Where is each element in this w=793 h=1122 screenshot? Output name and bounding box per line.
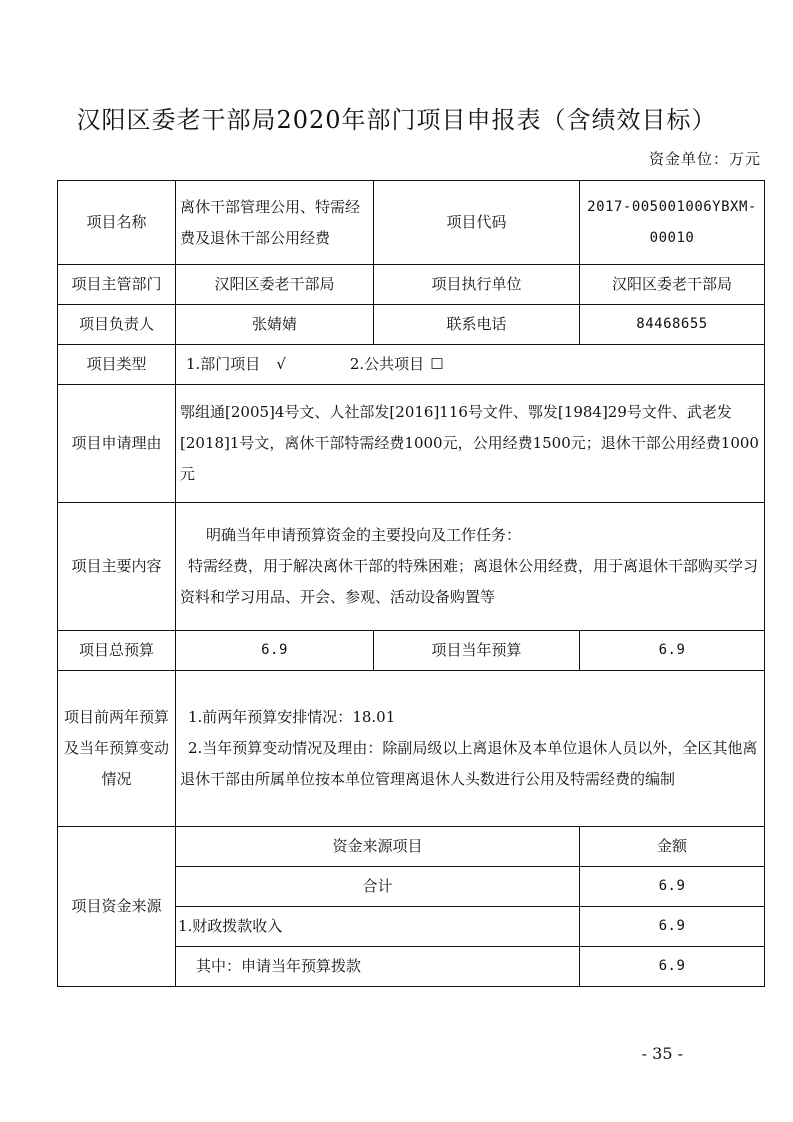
total-budget-value: 6.9 — [176, 631, 374, 671]
responsible-person-label: 项目负责人 — [58, 305, 176, 345]
currency-unit: 资金单位：万元 — [648, 150, 761, 168]
funding-col-source: 资金来源项目 — [176, 827, 580, 867]
row-project-name — [58, 181, 765, 265]
funding-col-amount: 金额 — [580, 827, 765, 867]
project-application-table — [57, 180, 765, 987]
project-type-options — [176, 345, 765, 385]
empty-checkbox-icon: ☐ — [430, 355, 444, 373]
changes-cell — [176, 671, 765, 827]
funding-row-name: 其中：申请当年预算拨款 — [176, 947, 580, 987]
funding-row-name: 1.财政拨款收入 — [176, 907, 580, 947]
page-number: - 35 - — [641, 1044, 683, 1063]
executing-unit-value: 汉阳区委老干部局 — [580, 265, 765, 305]
responsible-person-value: 张婧婧 — [176, 305, 374, 345]
project-name-value: 离休干部管理公用、特需经费及退休干部公用经费 — [176, 181, 374, 265]
funding-label: 项目资金来源 — [58, 827, 176, 987]
page-title: 汉阳区委老干部局2020年部门项目申报表（含绩效目标） — [76, 106, 717, 134]
content-line1: 明确当年申请预算资金的主要投向及工作任务： — [206, 526, 522, 544]
project-type-label: 项目类型 — [58, 345, 176, 385]
row-dept — [58, 265, 765, 305]
row-project-type — [58, 345, 765, 385]
phone-value: 84468655 — [580, 305, 765, 345]
funding-row-amount: 6.9 — [580, 867, 765, 907]
row-reason — [58, 385, 765, 503]
reason-label: 项目申请理由 — [58, 385, 176, 503]
content-line2: 特需经费，用于解决离休干部的特殊困难；离退休公用经费，用于离退休干部购买学习资料和学习用品、开会、参观、活动设备购置等 — [180, 557, 759, 606]
managing-dept-label: 项目主管部门 — [58, 265, 176, 305]
row-budget — [58, 631, 765, 671]
reason-text: 鄂组通[2005]4号文、人社部发[2016]116号文件、鄂发[1984]29号文件、武老发[2018]1号文，离休干部特需经费1000元，公用经费1500元；退休干部公用经费1000元 — [176, 385, 765, 503]
project-name-label: 项目名称 — [58, 181, 176, 265]
project-code-value: 2017-005001006YBXM-00010 — [580, 181, 765, 265]
row-content — [58, 503, 765, 631]
funding-row-amount: 6.9 — [580, 907, 765, 947]
current-budget-value: 6.9 — [580, 631, 765, 671]
project-type-option2: 2.公共项目 — [349, 355, 425, 373]
funding-row-amount: 6.9 — [580, 947, 765, 987]
content-cell — [176, 503, 765, 631]
row-funding-header — [58, 827, 765, 867]
changes-label: 项目前两年预算及当年预算变动情况 — [58, 671, 176, 827]
funding-row-name: 合计 — [176, 867, 580, 907]
row-changes — [58, 671, 765, 827]
content-label: 项目主要内容 — [58, 503, 176, 631]
changes-line2: 2.当年预算变动情况及理由：除副局级以上离退休及本单位退休人员以外，全区其他离退休干部由所属单位按本单位管理离退休人头数进行公用及特需经费的编制 — [180, 739, 758, 788]
project-code-label: 项目代码 — [374, 181, 580, 265]
current-budget-label: 项目当年预算 — [374, 631, 580, 671]
phone-label: 联系电话 — [374, 305, 580, 345]
executing-unit-label: 项目执行单位 — [374, 265, 580, 305]
total-budget-label: 项目总预算 — [58, 631, 176, 671]
checkmark-icon: √ — [276, 355, 286, 373]
managing-dept-value: 汉阳区委老干部局 — [176, 265, 374, 305]
project-type-option1: 1.部门项目 — [186, 355, 261, 373]
row-responsible — [58, 305, 765, 345]
changes-line1: 1.前两年预算安排情况：18.01 — [188, 708, 396, 726]
